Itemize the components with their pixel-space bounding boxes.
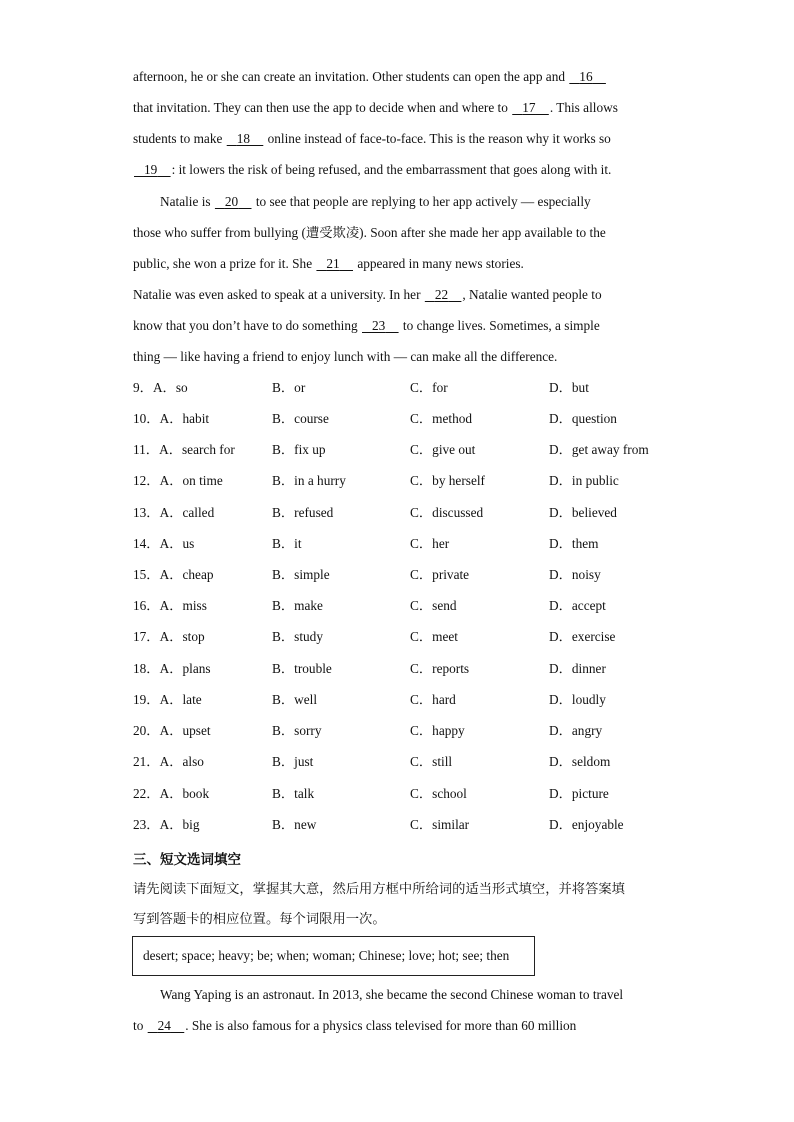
option-b[interactable]: B．or <box>272 380 306 395</box>
blank-20: 20 <box>224 194 239 209</box>
option-b[interactable]: B．refused <box>272 505 334 520</box>
option-a[interactable]: A．upset <box>159 723 211 738</box>
option-d[interactable]: D．them <box>549 536 599 551</box>
option-d[interactable]: D．accept <box>549 598 606 613</box>
option-d[interactable]: D．loudly <box>549 692 606 707</box>
option-a[interactable]: A．so <box>152 380 188 395</box>
option-a[interactable]: A．also <box>159 754 204 769</box>
passage-line-3: students to make 18 online instead of face-to-face. This is the reason why it works so <box>133 131 611 146</box>
option-d[interactable]: D．believed <box>549 505 617 520</box>
option-b[interactable]: B．just <box>272 754 314 769</box>
passage-line-7: public, she won a prize for it. She 21 appeared in many news stories. <box>133 256 524 271</box>
exam-page: afternoon, he or she can create an invitation. Other students can open the app and 16 that invitation. They can then use the app to decide when and where to 17 . This allows students to make 18 online instead of face-to-face. This is the reason why it works so 19 : it lowers the risk of being refused, and the embarrassment that goes along with it. Natalie is 20 to see that people are replying to her app actively — especially those who suffer from bullying (遭受欺凌). Soon after she made her app available to the public, she won a prize for it. She 21 appeared in many news stories. Natalie was even asked to speak at a university. In her 22 , Natalie wanted people to know that you don’t have to do something 23 to change lives. Sometimes, a simple thing — like having a friend to enjoy lunch with — can make all the difference. 9．A．so B．or C．for D．but 10．A．habit B．course C．method D．question 11．A．search for B．fix up C．give out D．get away from 12．A．on time B．in a hurry C．by herself D．in public 13．A．called B．refused C．discussed D．believed 14．A．us B．it C．her D．them 15．A．cheap B．simple C．private D．noisy 16．A．miss B．make C．send D．accept 17．A．stop B．study C．meet D．exercise 18．A．plans B．trouble C．reports D．dinner 19．A．late B．well C．hard D．loudly 20．A．upset B．sorry C．happy D．angry 21．A．also B．just C．still D．seldom 22．A．book B．talk C．school D．picture 23．A．big B．new C．similar D．enjoyable 三、短文选词填空 请先阅读下面短文，掌握其大意，然后用方框中所给词的适当形式填空，并将答案填 写到答题卡的相应位置。每个词限用一次。 desert; space; heavy; be; when; woman; Chinese; love; hot; see; then Wang Yaping is an astronaut. In 2013, she became the second Chinese woman to travel to 24 . She is also famous for a physics class televised for more than 60 million <box>133 69 649 1033</box>
option-a[interactable]: A．search for <box>159 442 235 457</box>
option-a[interactable]: A．plans <box>159 661 211 676</box>
option-b[interactable]: B．talk <box>272 786 315 801</box>
option-b[interactable]: B．simple <box>272 567 330 582</box>
option-d[interactable]: D．angry <box>549 723 603 738</box>
passage-line-5: Natalie is 20 to see that people are replying to her app actively — especially <box>160 194 591 209</box>
option-c[interactable]: C．school <box>410 786 467 801</box>
option-a[interactable]: A．late <box>159 692 202 707</box>
option-b[interactable]: B．make <box>272 598 323 613</box>
blank-24: 24 <box>157 1018 171 1033</box>
option-d[interactable]: D．picture <box>549 786 609 801</box>
word-box-text: desert; space; heavy; be; when; woman; Chinese; love; hot; see; then <box>143 948 510 963</box>
option-a[interactable]: A．book <box>159 786 210 801</box>
option-c[interactable]: C．still <box>410 754 453 769</box>
blank-16: 16 <box>579 69 593 84</box>
instruction-line-2: 写到答题卡的相应位置。每个词限用一次。 <box>133 912 386 927</box>
passage-line-1: afternoon, he or she can create an invitation. Other students can open the app and 16 <box>133 68 607 86</box>
option-d[interactable]: D．dinner <box>549 661 606 676</box>
passage-line-9: know that you don’t have to do something 23 to change lives. Sometimes, a simple <box>133 318 600 333</box>
option-a[interactable]: A．on time <box>159 473 223 488</box>
blank-17: 17 <box>522 100 536 115</box>
option-c[interactable]: C．discussed <box>410 505 484 520</box>
option-c[interactable]: C．her <box>410 536 450 551</box>
option-c[interactable]: C．meet <box>410 629 459 644</box>
option-a[interactable]: A．habit <box>159 411 210 426</box>
option-b[interactable]: B．fix up <box>272 442 326 457</box>
option-d[interactable]: D．seldom <box>549 754 611 769</box>
option-d[interactable]: D．question <box>549 411 617 426</box>
option-a[interactable]: A．us <box>159 536 195 551</box>
passage-line-4: 19 : it lowers the risk of being refused, and the embarrassment that goes along with it. <box>133 161 611 179</box>
passage-line-8: Natalie was even asked to speak at a university. In her 22 , Natalie wanted people to <box>133 287 602 302</box>
option-b[interactable]: B．it <box>272 536 302 551</box>
option-b[interactable]: B．study <box>272 629 323 644</box>
option-d[interactable]: D．enjoyable <box>549 817 624 832</box>
option-b[interactable]: B．course <box>272 411 329 426</box>
blank-23: 23 <box>371 318 386 333</box>
word-box <box>132 936 535 976</box>
option-c[interactable]: C．reports <box>410 661 470 676</box>
option-c[interactable]: C．private <box>410 567 470 582</box>
option-d[interactable]: D．in public <box>549 473 619 488</box>
option-a[interactable]: A．miss <box>159 598 207 613</box>
passage2-line-2: to 24 . She is also famous for a physics class televised for more than 60 million <box>133 1018 577 1033</box>
option-c[interactable]: C．give out <box>410 442 476 457</box>
option-c[interactable]: C．similar <box>410 817 470 832</box>
blank-18: 18 <box>236 131 250 146</box>
option-c[interactable]: C．happy <box>410 723 465 738</box>
option-d[interactable]: D．exercise <box>549 629 616 644</box>
option-c[interactable]: C．hard <box>410 692 456 707</box>
option-d[interactable]: D．get away from <box>549 442 649 457</box>
option-c[interactable]: C．for <box>410 380 448 395</box>
option-b[interactable]: B．well <box>272 692 318 707</box>
blank-19: 19 <box>143 162 158 177</box>
option-a[interactable]: A．big <box>159 817 200 832</box>
option-c[interactable]: C．by herself <box>410 473 485 488</box>
option-c[interactable]: C．send <box>410 598 457 613</box>
blank-22: 22 <box>434 287 449 302</box>
option-b[interactable]: B．in a hurry <box>272 473 346 488</box>
option-d[interactable]: D．but <box>549 380 589 395</box>
option-b[interactable]: B．sorry <box>272 723 322 738</box>
option-c[interactable]: C．method <box>410 411 473 426</box>
instruction-line-1: 请先阅读下面短文，掌握其大意，然后用方框中所给词的适当形式填空，并将答案填 <box>133 882 625 897</box>
option-d[interactable]: D．noisy <box>549 567 601 582</box>
passage-line-2: that invitation. They can then use the app to decide when and where to 17 . This allows <box>133 100 618 115</box>
passage-line-10: thing — like having a friend to enjoy lunch with — can make all the difference. <box>133 349 558 364</box>
blank-21: 21 <box>326 256 340 271</box>
option-a[interactable]: A．called <box>159 505 215 520</box>
option-a[interactable]: A．cheap <box>159 567 214 582</box>
passage-line-6: those who suffer from bullying (遭受欺凌). Soon after she made her app available to the <box>133 225 606 240</box>
option-b[interactable]: B．trouble <box>272 661 332 676</box>
passage2-line-1: Wang Yaping is an astronaut. In 2013, she became the second Chinese woman to travel <box>160 987 624 1002</box>
section-title: 三、短文选词填空 <box>133 852 241 868</box>
option-a[interactable]: A．stop <box>159 629 205 644</box>
option-b[interactable]: B．new <box>272 817 317 832</box>
